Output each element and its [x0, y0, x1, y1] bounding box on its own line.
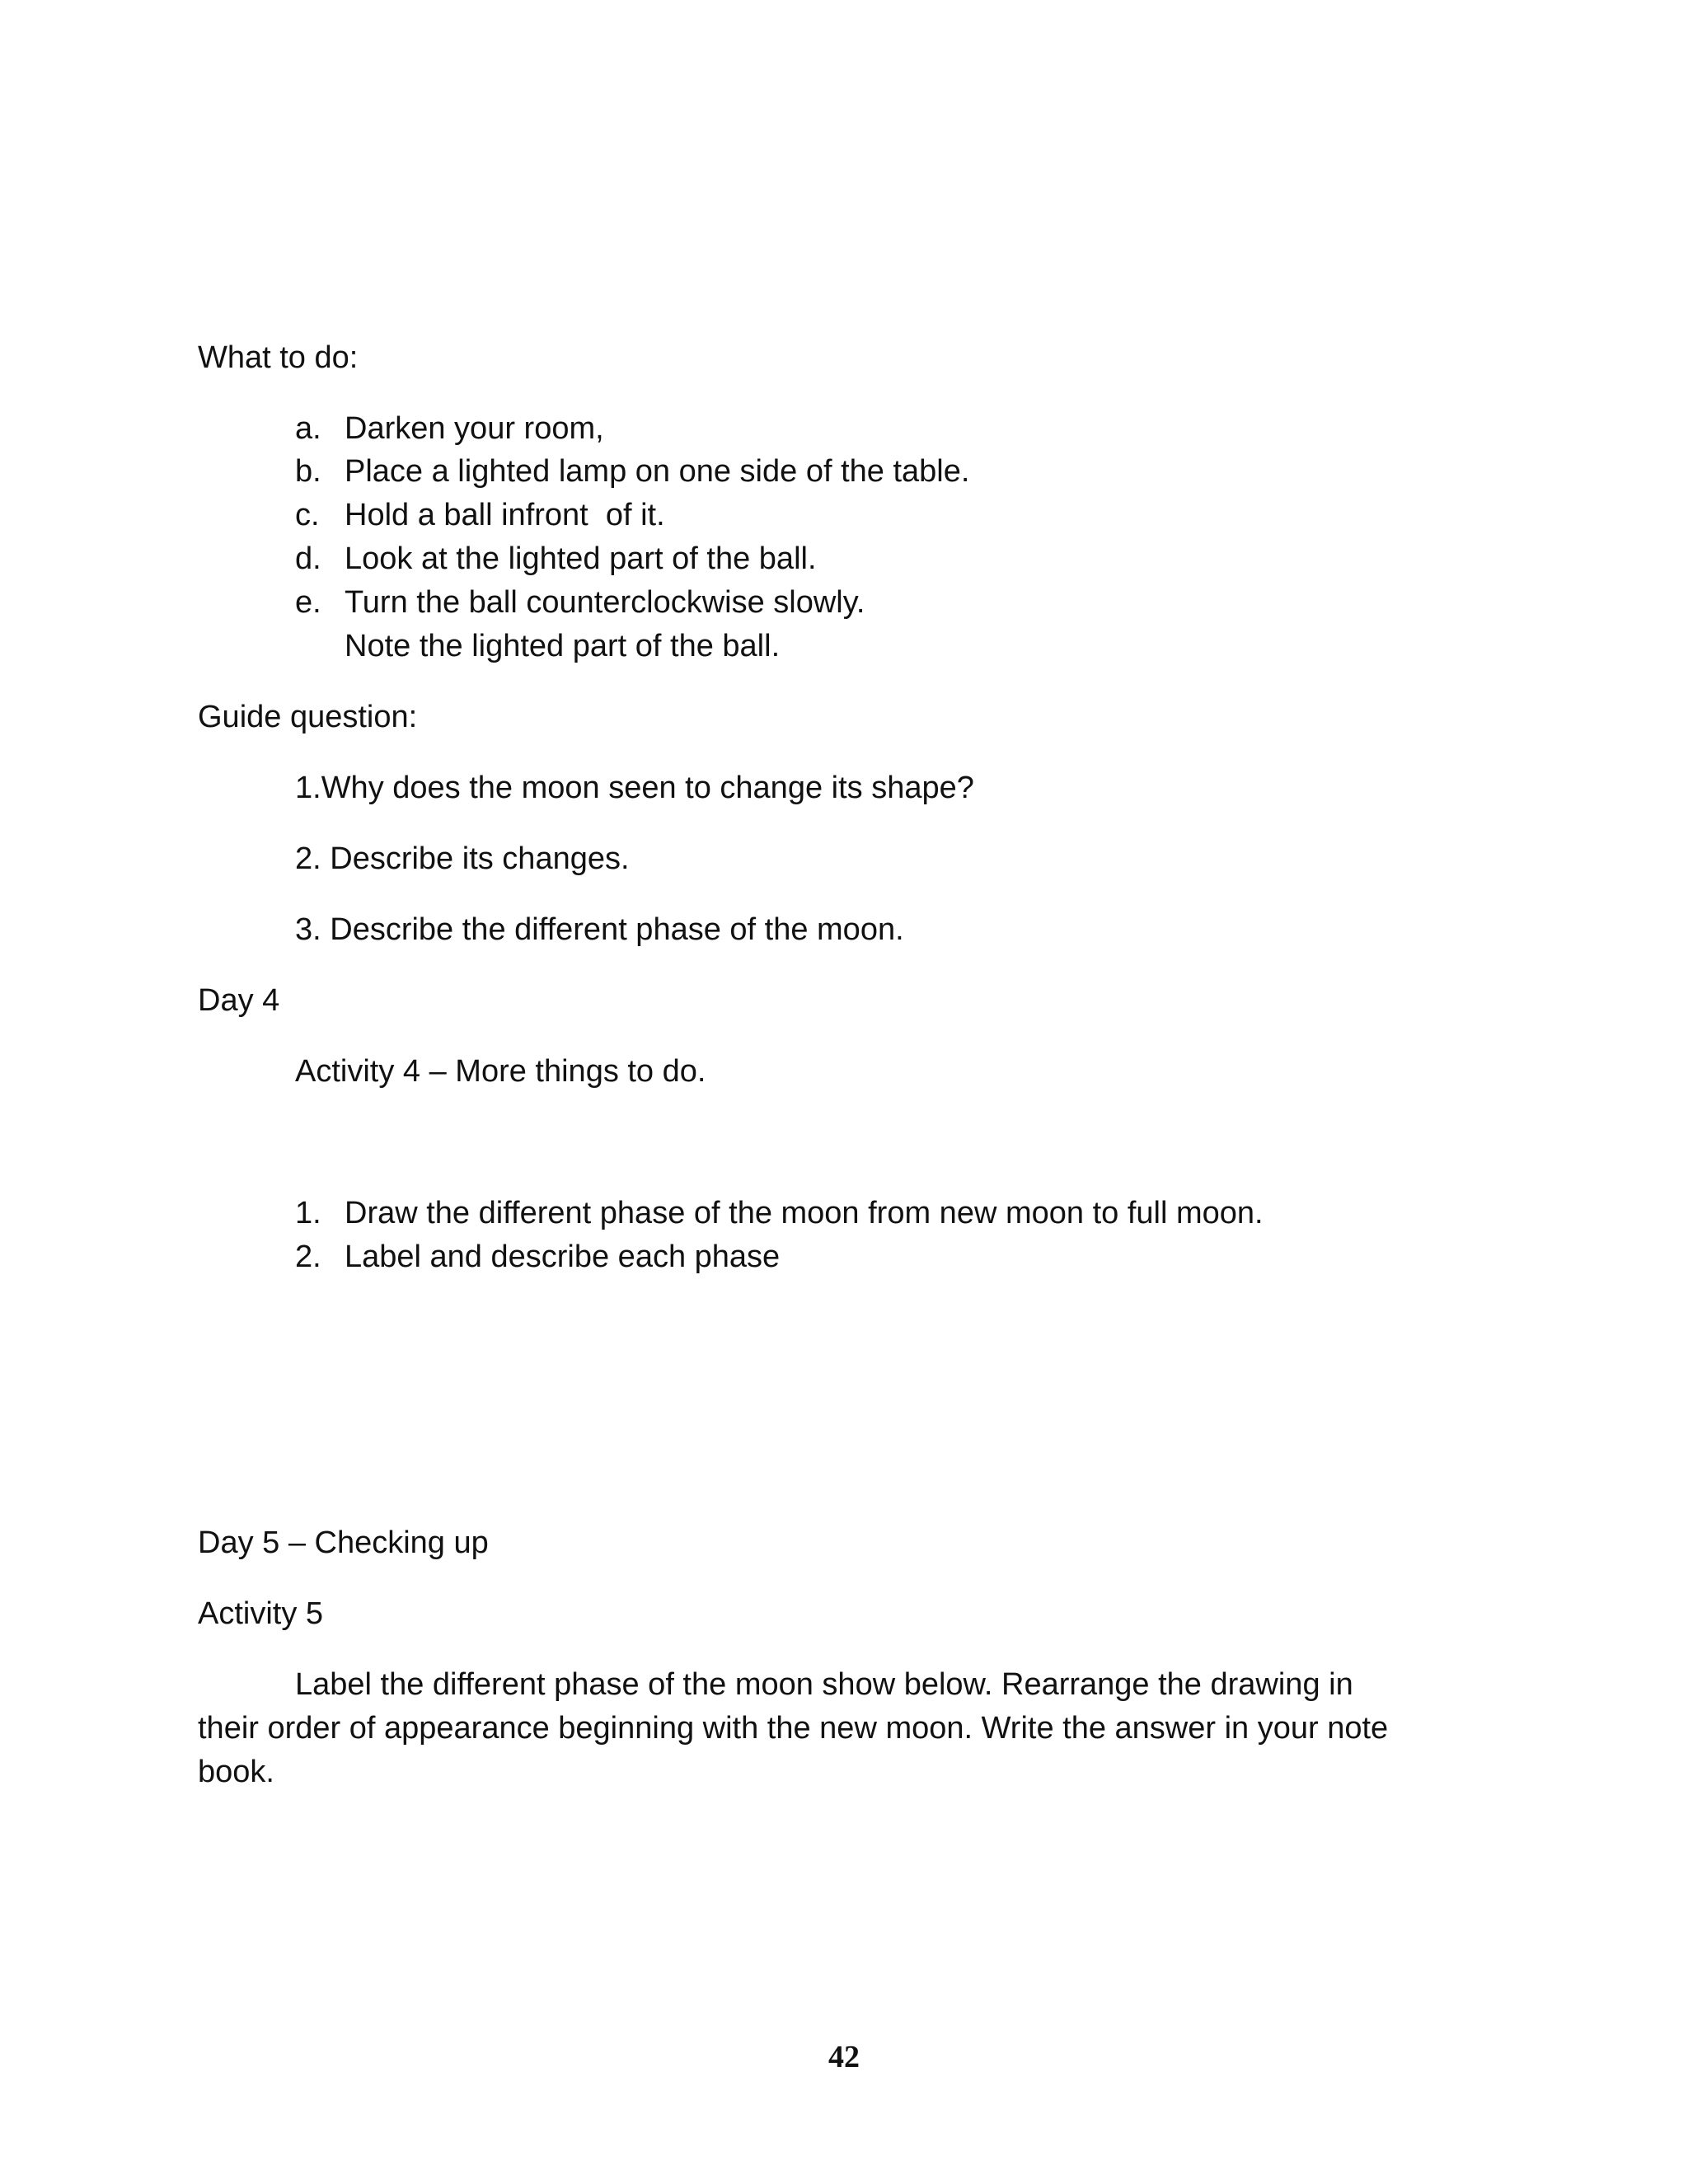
activity4-title: Activity 4 – More things to do.: [295, 1054, 706, 1089]
day5-heading: Day 5 – Checking up: [198, 1526, 489, 1560]
list-marker: a.: [295, 411, 321, 446]
list-item-text: Turn the ball counterclockwise slowly.: [345, 585, 865, 620]
list-marker: 1.: [295, 1196, 321, 1230]
guide-question: 2. Describe its changes.: [295, 841, 630, 876]
list-item: [295, 581, 865, 624]
list-item: [295, 1192, 1264, 1235]
list-item: [295, 537, 817, 580]
activity5-title: Activity 5: [198, 1596, 324, 1631]
what-to-do-heading: What to do:: [198, 340, 359, 375]
list-marker: e.: [295, 585, 321, 620]
instruction-paragraph-line: their order of appearance beginning with the new moon. Write the answer in your note: [198, 1711, 1389, 1746]
instruction-paragraph-line: book.: [198, 1755, 274, 1789]
list-item-continuation: Note the lighted part of the ball.: [345, 629, 781, 663]
list-item: [295, 494, 665, 537]
list-marker: d.: [295, 541, 321, 576]
list-item: [295, 1235, 780, 1278]
list-marker: b.: [295, 454, 321, 489]
list-item-text: Hold a ball infront of it.: [345, 498, 665, 532]
list-marker: 2.: [295, 1240, 321, 1274]
list-item-text: Darken your room,: [345, 411, 604, 446]
list-item: [295, 407, 604, 450]
list-item-text: Place a lighted lamp on one side of the table.: [345, 454, 970, 489]
guide-question: 1.Why does the moon seen to change its shape?: [295, 771, 974, 805]
list-item-text: Draw the different phase of the moon from new moon to full moon.: [345, 1196, 1264, 1230]
guide-question-heading: Guide question:: [198, 700, 418, 734]
instruction-paragraph-line: Label the different phase of the moon show below. Rearrange the drawing in: [295, 1667, 1353, 1702]
list-item-text: Label and describe each phase: [345, 1240, 781, 1274]
list-item: [295, 450, 969, 493]
guide-question: 3. Describe the different phase of the moon.: [295, 912, 904, 947]
day4-heading: Day 4: [198, 983, 280, 1018]
list-marker: c.: [295, 498, 320, 532]
list-item-text: Look at the lighted part of the ball.: [345, 541, 817, 576]
page-number: 42: [828, 2040, 860, 2074]
